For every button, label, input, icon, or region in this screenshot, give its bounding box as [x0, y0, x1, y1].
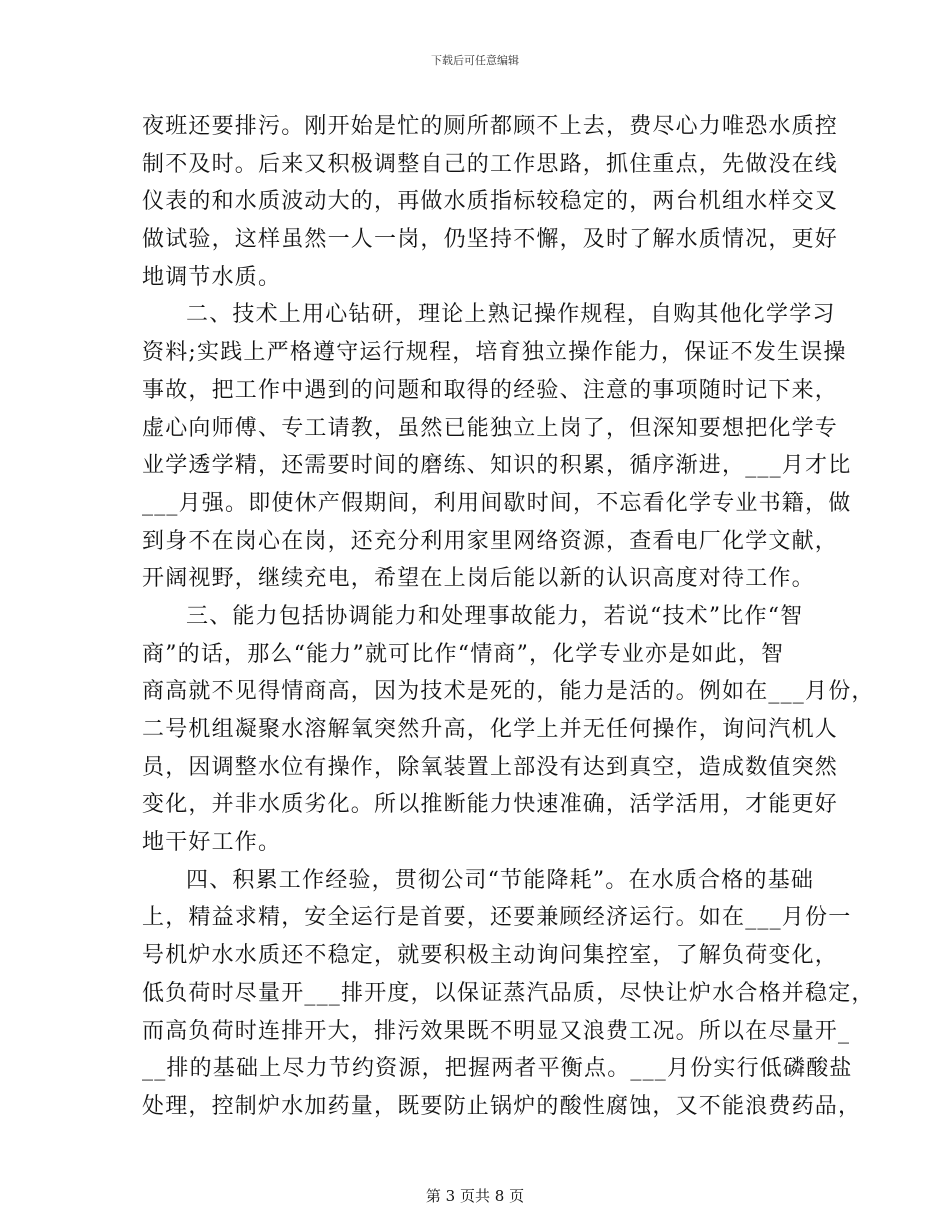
body-line: 做试验，这样虽然一人一岗，仍坚持不懈，及时了解水质情况，更好 [142, 227, 839, 253]
body-line: 处理，控制炉水加药量，既要防止锅炉的酸性腐蚀，又不能浪费药品， [142, 1093, 862, 1119]
body-line: 地调节水质。 [142, 264, 282, 290]
body-line: 事故，把工作中遇到的问题和取得的经验、注意的事项随时记下来， [142, 377, 839, 403]
paragraph-start-line: 四、积累工作经验，贯彻公司“节能降耗”。在水质合格的基础 [186, 867, 815, 893]
body-line: 上，精益求精，安全运行是首要，还要兼顾经济运行。如在___月份一 [142, 905, 852, 931]
body-line: 到身不在岗心在岗，还充分利用家里网络资源，查看电厂化学文献， [142, 528, 839, 554]
body-line: 地干好工作。 [142, 830, 282, 856]
body-line: __排的基础上尽力节约资源，把握两者平衡点。___月份实行低磷酸盐 [142, 1056, 853, 1082]
document-body [142, 108, 875, 1126]
body-line: 商”的话，那么“能力”就可比作“情商”，化学专业亦是如此，智 [142, 641, 785, 667]
body-line: 低负荷时尽量开___排开度，以保证蒸汽品质，尽快让炉水合格并稳定， [142, 980, 875, 1006]
body-line: 二号机组凝聚水溶解氧突然升高，化学上并无任何操作，询问汽机人 [142, 717, 839, 742]
body-line: 而高负荷时连排开大，排污效果既不明显又浪费工况。所以在尽量开_ [142, 1018, 851, 1044]
body-line: 仪表的和水质波动大的，再做水质指标较稳定的，两台机组水样交叉 [142, 189, 839, 215]
body-line: 夜班还要排污。刚开始是忙的厕所都顾不上去，费尽心力唯恐水质控 [142, 114, 839, 139]
body-line: 号机炉水水质还不稳定，就要积极主动询问集控室，了解负荷变化， [142, 943, 839, 969]
body-line: ___月强。即使休产假期间，利用间歇时间，不忘看化学专业书籍，做 [142, 490, 852, 516]
page-number-footer: 第 3 页共 8 页 [425, 1187, 525, 1205]
page-header: 下载后可任意编辑 [431, 54, 519, 67]
paragraph-start-line: 二、技术上用心钻研，理论上熟记操作规程，自购其他化学学习 [186, 302, 836, 328]
body-line: 虚心向师傅、专工请教，虽然已能独立上岗了，但深知要想把化学专 [142, 415, 839, 441]
body-line: 业学透学精，还需要时间的磨练、知识的积累，循序渐进，___月才比 [142, 453, 852, 479]
body-line: 开阔视野，继续充电，希望在上岗后能以新的认识高度对待工作。 [142, 566, 815, 592]
paragraph-start-line: 三、能力包括协调能力和处理事故能力，若说“技术”比作“智 [186, 603, 804, 629]
body-line: 员，因调整水位有操作，除氧装置上部没有达到真空，造成数值突然 [142, 754, 839, 780]
body-line: 商高就不见得情商高，因为技术是死的，能力是活的。例如在___月份， [142, 679, 875, 705]
body-line: 资料;实践上严格遵守运行规程，培育独立操作能力，保证不发生误操 [142, 340, 847, 366]
body-line: 变化，并非水质劣化。所以推断能力快速准确，活学活用，才能更好 [142, 792, 839, 818]
body-line: 制不及时。后来又积极调整自己的工作思路，抓住重点，先做没在线 [142, 151, 839, 177]
